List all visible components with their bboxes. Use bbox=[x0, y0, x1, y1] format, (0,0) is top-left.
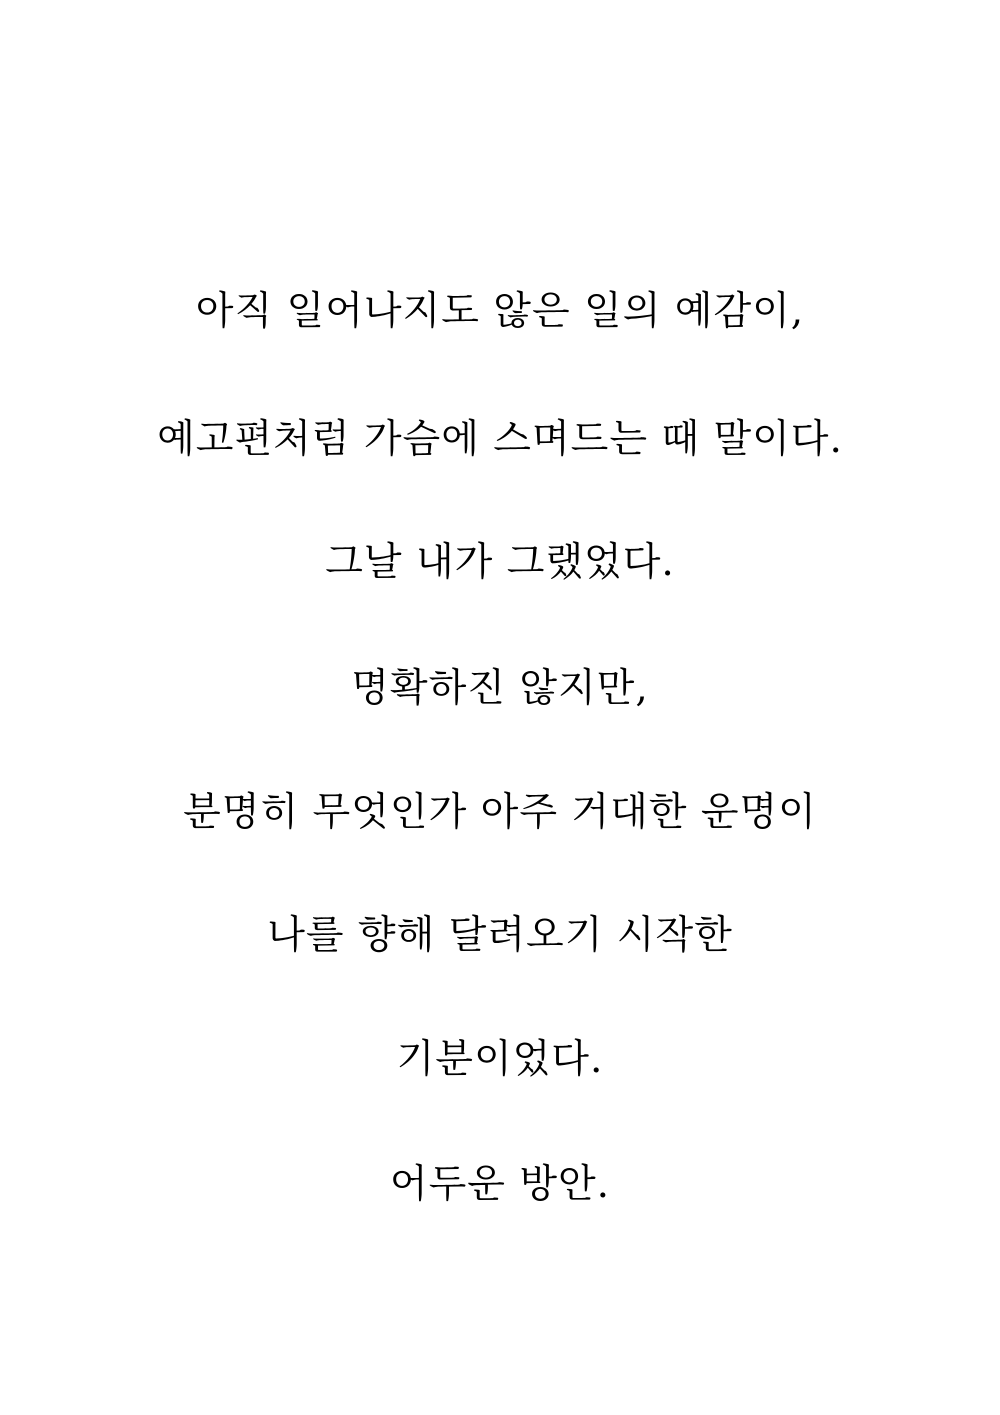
text-line: 기분이었다. bbox=[396, 1037, 604, 1082]
text-line: 나를 향해 달려오기 시작한 bbox=[267, 913, 733, 958]
text-line: 예고편처럼 가슴에 스며드는 때 말이다. bbox=[157, 417, 843, 462]
text-line: 그날 내가 그랬었다. bbox=[325, 540, 675, 585]
text-line: 아직 일어나지도 않은 일의 예감이, bbox=[195, 289, 805, 334]
text-line: 명확하진 않지만, bbox=[351, 666, 649, 711]
text-line: 분명히 무엇인가 아주 거대한 운명이 bbox=[183, 790, 817, 835]
text-line: 어두운 방안. bbox=[389, 1162, 611, 1207]
